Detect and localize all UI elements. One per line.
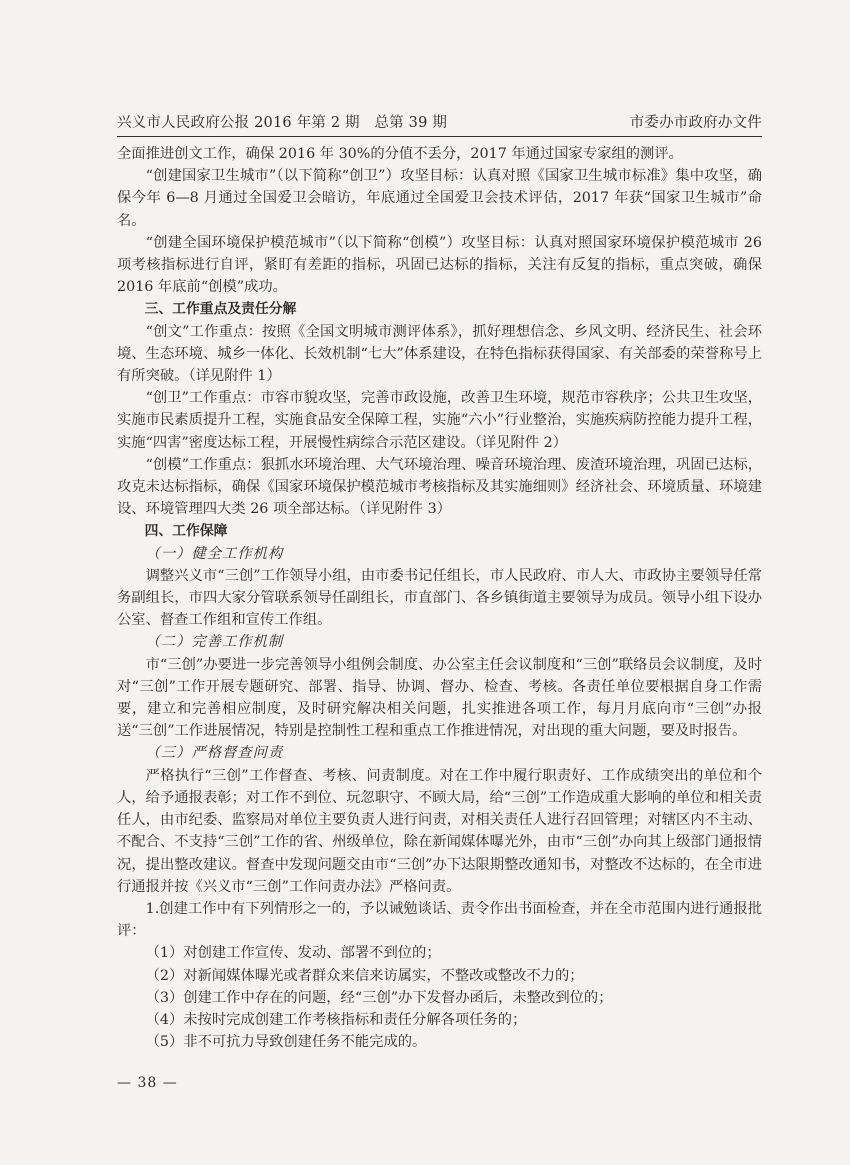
paragraph-accountability: 严格执行“三创”工作督查、考核、问责制度。对在工作中履行职责好、工作成绩突出的单位和个人，给予通报表彰；对工作不到位、玩忽职守、不顾大局，给“三创”工作造成重大影响的单位和相关责任人，由市纪委、监察局对单位主要负责人进行问责，对相关责任人进行召回管理；对辖区内不主动、不配合、不支持“三创”工作的省、州级单位，除在新闻媒体曝光外，由市“三创”办向其上级部门通报情况，提出整改建议。督查中发现问题交由市“三创”办下达限期整改通知书，对整改不达标的，在全市进行通报并按《兴义市“三创”工作问责办法》严格问责。 [117,767,762,895]
header-publication-title: 兴义市人民政府公报 2016 年第 2 期 总第 39 期 [117,115,448,131]
header-section-title: 市委办市政府办文件 [629,115,762,131]
document-body [117,143,762,1053]
page-number: — 38 — [117,1075,178,1091]
header-divider [117,136,762,137]
paragraph-chuangwen-focus: “创文”工作重点：按照《全国文明城市测评体系》，抓好理想信念、乡风文明、经济民生、社会环境、生态环境、城乡一体化、长效机制“七大”体系建设，在特色指标获得国家、有关部委的荣誉称号上有所突破。（详见附件 1） [117,323,762,385]
paragraph-chuangmo-goal: “创建全国环境保护模范城市”（以下简称“创模”）攻坚目标：认真对照国家环境保护模范城市 26 项考核指标进行自评，紧盯有差距的指标，巩固已达标的指标，关注有反复的指标，重点突破，确保 2016 年底前“创模”成功。 [117,234,762,296]
paragraph-chuangmo-focus: “创模”工作重点：狠抓水环境治理、大气环境治理、噪音环境治理、废渣环境治理，巩固已达标，攻克未达标指标，确保《国家环境保护模范城市考核指标及其实施细则》经济社会、环境质量、环境建设、环境管理四大类 26 项全部达标。（详见附件 3） [117,456,762,518]
section-heading-3: 三、工作重点及责任分解 [144,301,297,318]
list-item: （3）创建工作中存在的问题，经“三创”办下发督办函后，未整改到位的； [145,989,613,1006]
paragraph-continuation: 全面推进创文工作，确保 2016 年 30%的分值不丢分，2017 年通过国家专家组的测评。 [117,146,683,162]
subheading-3: （三）严格督查问责 [145,745,284,762]
paragraph-organization: 调整兴义市“三创”工作领导小组，由市委书记任组长，市人民政府、市人大、市政协主要领导任常务副组长，市四大家分管联系领导任副组长，市直部门、各乡镇街道主要领导为成员。领导小组下设办公室、督查工作组和宣传工作组。 [117,567,762,629]
list-item: （2）对新闻媒体曝光或者群众来信来访属实，不整改或整改不力的； [145,967,584,984]
subheading-1: （一）健全工作机构 [145,545,284,562]
paragraph-item-1: 1.创建工作中有下列情形之一的，予以诫勉谈话、责令作出书面检查，并在全市范围内进行通报批评： [117,900,762,940]
paragraph-mechanism: 市“三创”办要进一步完善领导小组例会制度、办公室主任会议制度和“三创”联络员会议制度，及时对“三创”工作开展专题研究、部署、指导、协调、督办、检查、考核。各责任单位要根据自身工作需要，建立和完善相应制度，及时研究解决相关问题，扎实推进各项工作，每月月底向市“三创”办报送“三创”工作进展情况，特别是控制性工程和重点工作推进情况，对出现的重大问题，要及时报告。 [117,656,762,740]
list-item: （4）未按时完成创建工作考核指标和责任分解各项任务的； [145,1011,527,1028]
list-item: （1）对创建工作宣传、发动、部署不到位的； [145,945,441,962]
list-item: （5）非不可抗力导致创建任务不能完成的。 [145,1034,427,1051]
subheading-2: （二）完善工作机制 [145,634,284,651]
page-header [117,106,762,132]
paragraph-chuangwei-goal: “创建国家卫生城市”（以下简称“创卫”）攻坚目标：认真对照《国家卫生城市标准》集中攻坚，确保今年 6—8 月通过全国爱卫会暗访，年底通过全国爱卫会技术评估，2017 年获“国家卫生城市”命名。 [117,168,762,229]
section-heading-4: 四、工作保障 [144,523,228,540]
paragraph-chuangwei-focus: “创卫”工作重点：市容市貌攻坚，完善市政设施，改善卫生环境，规范市容秩序；公共卫生攻坚，实施市民素质提升工程，实施食品安全保障工程，实施“六小”行业整治，实施疾病防控能力提升工程，实施“四害”密度达标工程，开展慢性病综合示范区建设。（详见附件 2） [117,390,762,451]
